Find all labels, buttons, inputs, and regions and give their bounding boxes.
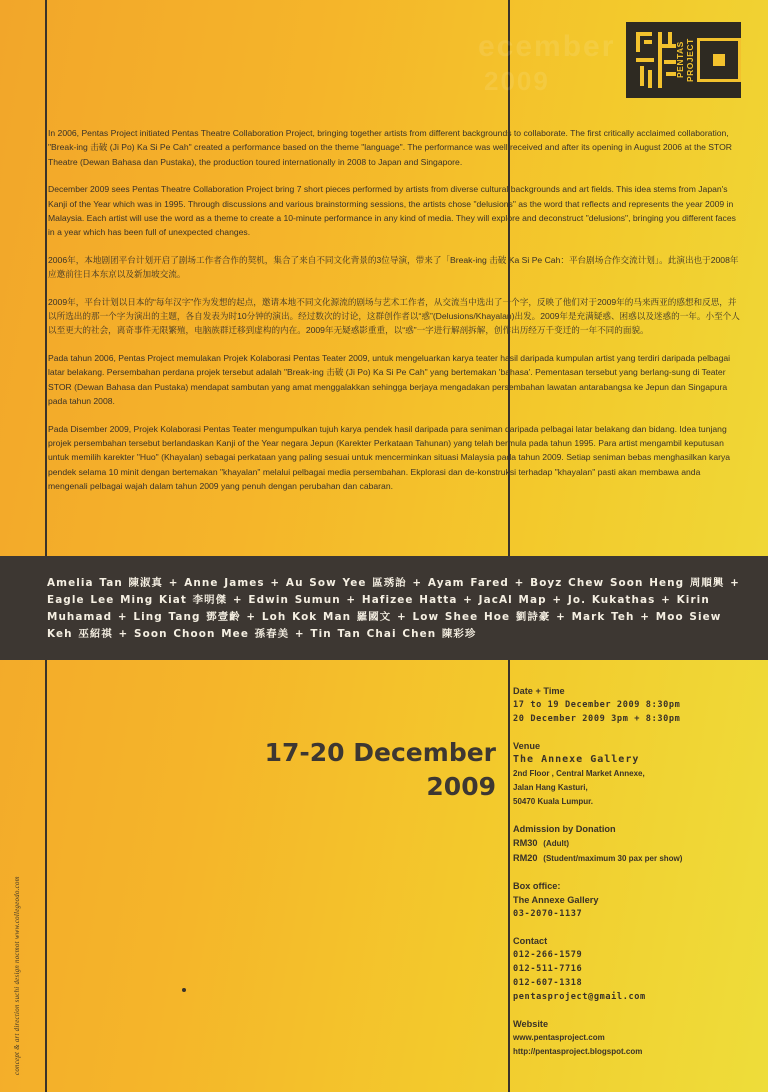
venue-address-2: Jalan Hang Kasturi, — [513, 783, 588, 792]
website-label: Website — [513, 1019, 549, 1029]
contact-phone-1: 012-266-1579 — [513, 950, 583, 960]
logo-wordmark: PENTAS PROJECT — [675, 38, 695, 82]
paragraph-english-1: In 2006, Pentas Project initiated Pentas Theatre Collaboration Project, bringing together artists from different backgrounds to collaborate. The first critically acclaimed collaboration, "Break-ing 击破 (Ji Po) Ka Si Pe Cah" created a performance based on the theme "language". The performance was well received and after its opening in August 2006 at the STOR Theatre (Dewan Bahasa dan Pustaka), the production toured internationally in 2008 to Japan and Singapore. — [48, 128, 733, 167]
artist-list: Amelia Tan 陳淑真 + Anne James + Au Sow Yee 區琇詒 + Ayam Fared + Boyz Chew Soon Heng 周順興 + Eagle Lee Ming Kiat 李明傑 + Edwin Sumun + Hafizee Hatta + JacAl Map + Jo. Kukathas + Kirin Muhamad + Ling Tang 鄧壹齡 + Loh Kok Man 羅國文 + Low Shee Hoe 劉詩豪 + Mark Teh + Moo Siew Keh 巫紹祺 + Soon Choon Mee 孫春美 + Tin Tan Chai Chen 陳彩珍 — [47, 577, 740, 640]
paragraph-english-2: December 2009 sees Pentas Theatre Collaboration Project bring 7 short pieces performed by artists from diverse cultural backgrounds and art fields. This idea stems from Japan's Kanji of the Year which was in 1995. Through discussions and various brainstorming sessions, the artists chose "delusions" as the word that reflects and represents the year 2009 in Malaysia. Each artist will use the word as a theme to create a 10-minute performance in any kind of media. They will explore and deconstruct "delusions", bringing you different faces in a year which has been full of unexpected changes. — [48, 184, 736, 238]
left-rule — [45, 0, 47, 1092]
ghost-watermark-december: ecember — [478, 30, 616, 63]
contact-label: Contact — [513, 936, 548, 946]
design-credit: concept & art direction suchi design nocmot www.collegeodo.com — [14, 876, 21, 1075]
box-office-phone: 03-2070-1137 — [513, 909, 583, 919]
box-office-name: The Annexe Gallery — [513, 895, 599, 905]
pentas-project-logo — [626, 22, 741, 98]
paragraph-malay-2: Pada Disember 2009, Projek Kolaborasi Pentas Teater mengumpulkan tujuh karya pendek hasil daripada para seniman daripada pelbagai latar belakang dan bidang. Idea tunjang projek persembahan tersebut berlandaskan Kanji of the Year negara Jepun (Karekter Perkataan Tahunan) yang telah bermula pada tahun 1995. Para artist mengambil keputusan untuk memilih karekter "Huo" (Khayalan) sebagai perkataan yang paling sesuai untuk mencerminkan situasi Malaysia pada tahun 2009. Setiap seniman bebas menghasilkan karya pendek selama 10 minit dengan bertemakan "khayalan" melalui pelbagai media persembahan. Ekplorasi dan de-konstruksi terhadap "khayalan" pasti akan membawa anda mengenali pelbagai wajah dalam tahun 2009 yang penuh dengan perubahan dan cabaran. — [48, 423, 731, 492]
contact-phone-3: 012-607-1318 — [513, 978, 583, 988]
paragraph-chinese-2: 2009年，平台计划以日本的“每年汉字”作为发想的起点，邀请本地不同文化源流的剧场与艺术工作者，从交流当中选出了一个字，反映了他们对于2009年的马来西亚的感想和反思，并以所选出的那一个字为演出的主题，各自发表为时10分钟的演出。经过数次的讨论，这群创作者以“惑”(Delusions/Khayalan)出发。2009年是充满疑惑、困惑以及迷惑的一年。小至个人以至更大的社会，离奇事件无限繁殖，电脑族群迁移到虚构的内在。2009年无疑惑影重重，以“惑”一字进行解剖拆解，创作出历经万千变迁的一年不同的面貌。 — [48, 296, 740, 336]
price-adult-note: (Adult) — [543, 839, 570, 848]
event-info — [513, 684, 758, 1059]
date-time-2: 20 December 2009 3pm + 8:30pm — [513, 714, 681, 724]
date-time-1: 17 to 19 December 2009 8:30pm — [513, 700, 681, 710]
event-date-headline — [200, 736, 496, 804]
price-student: RM20 — [513, 853, 538, 863]
venue-address-1: 2nd Floor , Central Market Annexe, — [513, 769, 645, 778]
venue-address-3: 50470 Kuala Lumpur. — [513, 797, 594, 806]
price-adult: RM30 — [513, 838, 538, 848]
website-url-2: http://pentasproject.blogspot.com — [513, 1047, 643, 1056]
website-url-1: www.pentasproject.com — [513, 1033, 605, 1042]
price-student-note: (Student/maximum 30 pax per show) — [543, 854, 683, 863]
contact-phone-2: 012-511-7716 — [513, 964, 583, 974]
contact-email: pentasproject@gmail.com — [513, 992, 646, 1002]
admission-label: Admission by Donation — [513, 824, 616, 834]
price-adult-row — [513, 836, 758, 851]
price-student-row — [513, 851, 758, 866]
date-time-label: Date + Time — [513, 686, 565, 696]
paragraph-malay-1: Pada tahun 2006, Pentas Project memulakan Projek Kolaborasi Pentas Teater 2009, untuk mengeluarkan karya teater hasil daripada kumpulan artist yang terdiri daripada pelbagai latar belakang. Persembahan perdana projek tersebut adalah "Break-ing 击破 (Ji Po) Ka Si Pe Cah" yang bertemakan 'bahasa'. Pementasan tersebut yang berlang-sung di Teater STOR (Dewan Bahasa dan Pustaka) mendapat sambutan yang amat menggalakkan sehingga berjaya mengadakan persembahan lawatan antarabangsa ke Jepun dan Singapura pada tahun 2008. — [48, 352, 731, 407]
event-date-range: 17-20 December — [264, 738, 496, 767]
decorative-dot — [182, 988, 186, 992]
venue-label: Venue — [513, 741, 541, 751]
box-office-label: Box office: — [513, 881, 561, 891]
venue-name: The Annexe Gallery — [513, 754, 640, 765]
pentas-glyph-icon — [634, 30, 673, 90]
event-year: 2009 — [426, 772, 496, 801]
description-text — [48, 126, 742, 507]
ghost-watermark-year: 2009 — [484, 66, 550, 96]
paragraph-chinese-1: 2006年，本地剧团平台计划开启了剧场工作者合作的契机，集合了来自不同文化背景的3位导演，带来了「Break-ing 击破 Ka Si Pe Cah：平台剧场合作交流计划」。此演出也于2008年应邀前往日本东京以及新加坡交流。 — [48, 254, 739, 280]
logo-square-icon — [697, 22, 741, 98]
